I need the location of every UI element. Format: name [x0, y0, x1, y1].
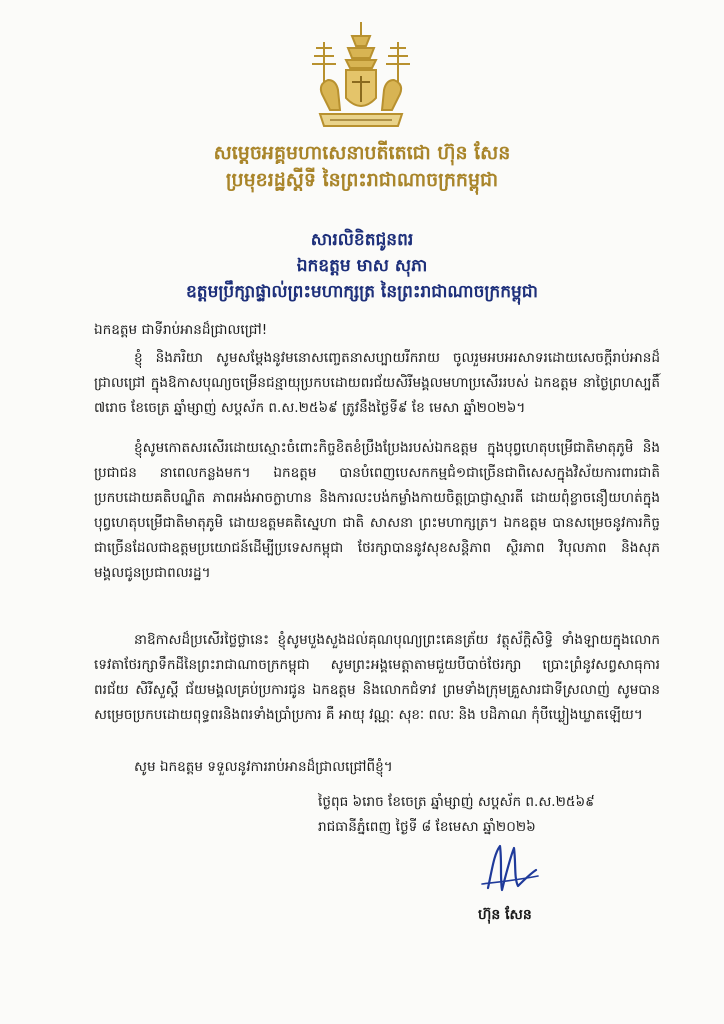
lunar-date: ថ្ងៃពុធ ៦រោច ខែចេត្រ ឆ្នាំម្សាញ់ សប្តស័ក ព.ស.២៥៦៩ — [318, 794, 595, 810]
salutation: ឯកឧត្តម ជាទីរាប់អានដ៏ជ្រាលជ្រៅ! — [94, 322, 268, 338]
body-paragraph-1: ខ្ញុំ និងភរិយា សូមសម្តែងនូវមនោសញ្ចេតនាសប្បាយរីករាយ ចូលរួមអបអរសាទរដោយសេចក្តីរាប់អានដ៏ជ្រាលជ្រៅ ក្នុងឱកាសបុណ្យចម្រើនជន្មាយុប្រកបដោយពរជ័យសិរីមង្គលមហាប្រសើររបស់ ឯកឧត្តម នាថ្ងៃព្រហស្បតិ៍ ៧រោច ខែចេត្រ ឆ្នាំម្សាញ់ សប្តស័ក ព.ស.២៥៦៩ ត្រូវនឹងថ្ងៃទី៩ ខែ មេសា ឆ្នាំ២០២៦។ — [94, 350, 660, 416]
sender-title: សម្តេចអគ្គមហាសេនាបតីតេជោ ហ៊ុន សែន — [213, 142, 511, 164]
recipient-position: ឧត្តមប្រឹក្សាផ្ទាល់ព្រះមហាក្សត្រ នៃព្រះរាជាណាចក្រកម្ពុជា — [186, 282, 538, 302]
solar-date: រាជធានីភ្នំពេញ ថ្ងៃទី ៨ ខែមេសា ឆ្នាំ២០២៦ — [318, 819, 536, 835]
royal-coat-of-arms-emblem — [302, 18, 420, 136]
body-paragraph-2: ខ្ញុំសូមកោតសរសើរដោយស្មោះចំពោះកិច្ចខិតខំប្រឹងប្រែងរបស់ឯកឧត្តម ក្នុងបុព្វហេតុបម្រើជាតិមាតុភូមិ និងប្រជាជន នាពេលកន្លងមក។ ឯកឧត្តម បានបំពេញបេសកកម្មជំ១ជាច្រើនជាពិសេសក្នុងវិស័យការពារជាតិប្រកបដោយគតិបណ្ឌិត ភាពអង់អាចក្លាហាន និងការលះបង់កម្លាំងកាយចិត្តប្រាជ្ញាស្មារតី ដោយពុំខ្លាចនឿយហត់ក្នុងបុព្វហេតុបម្រើជាតិមាតុភូមិ ដោយឧត្តមគតិស្នេហា ជាតិ សាសនា ព្រះមហាក្សត្រ។ ឯកឧត្តម បានសម្រេចនូវការកិច្ចជាច្រើនដែលជាឧត្តមប្រយោជន៍ដើម្បីប្រទេសកម្ពុជា ថែរក្សាបាននូវសុខសន្តិភាព ស្ថិរភាព វិបុលភាព និងសុភមង្គលជូនប្រជាពលរដ្ឋ។ — [94, 440, 660, 581]
closing-line: សូម ឯកឧត្តម ទទួលនូវការរាប់អានដ៏ជ្រាលជ្រៅពីខ្ញុំ។ — [134, 759, 393, 775]
letter-title: សារលិខិតជូនពរ — [310, 230, 414, 250]
body-paragraph-3: នាឱកាសដ៏ប្រសើរថ្លៃថ្លានេះ ខ្ញុំសូមបួងសួងដល់គុណបុណ្យព្រះគេនត្រ័យ វត្ថុស័ក្តិសិទ្ធិ ទាំងឡាយក្នុងលោក ទេវតាថែរក្សាទឹកដីនៃព្រះរាជាណាចក្រកម្ពុជា សូមព្រះអង្គមេត្តាតាមជួយបីបាច់ថែរក្សា ប្រោះព្រំនូវសព្វសាធុការពរជ័យ សិរីសួស្តី ជ័យមង្គលគ្រប់ប្រការជូន ឯកឧត្តម និងលោកជំទាវ ព្រមទាំងក្រុមគ្រួសារជាទីស្រលាញ់ សូមបានសម្រេចប្រកបដោយពុទ្ធពរនិងពរទាំងប្រាំប្រការ គឺ អាយុ វណ្ណៈ សុខៈ ពលៈ និង បដិភាណ កុំបីឃ្លៀងឃ្លាតឡើយ។ — [94, 632, 660, 723]
signatory-name: ហ៊ុន សែន — [478, 907, 532, 923]
handwritten-signature — [478, 840, 542, 894]
sender-position: ប្រមុខរដ្ឋស្តីទី នៃព្រះរាជាណាចក្រកម្ពុជា — [225, 169, 499, 191]
recipient-name: ឯកឧត្តម មាស សុភា — [296, 256, 428, 276]
